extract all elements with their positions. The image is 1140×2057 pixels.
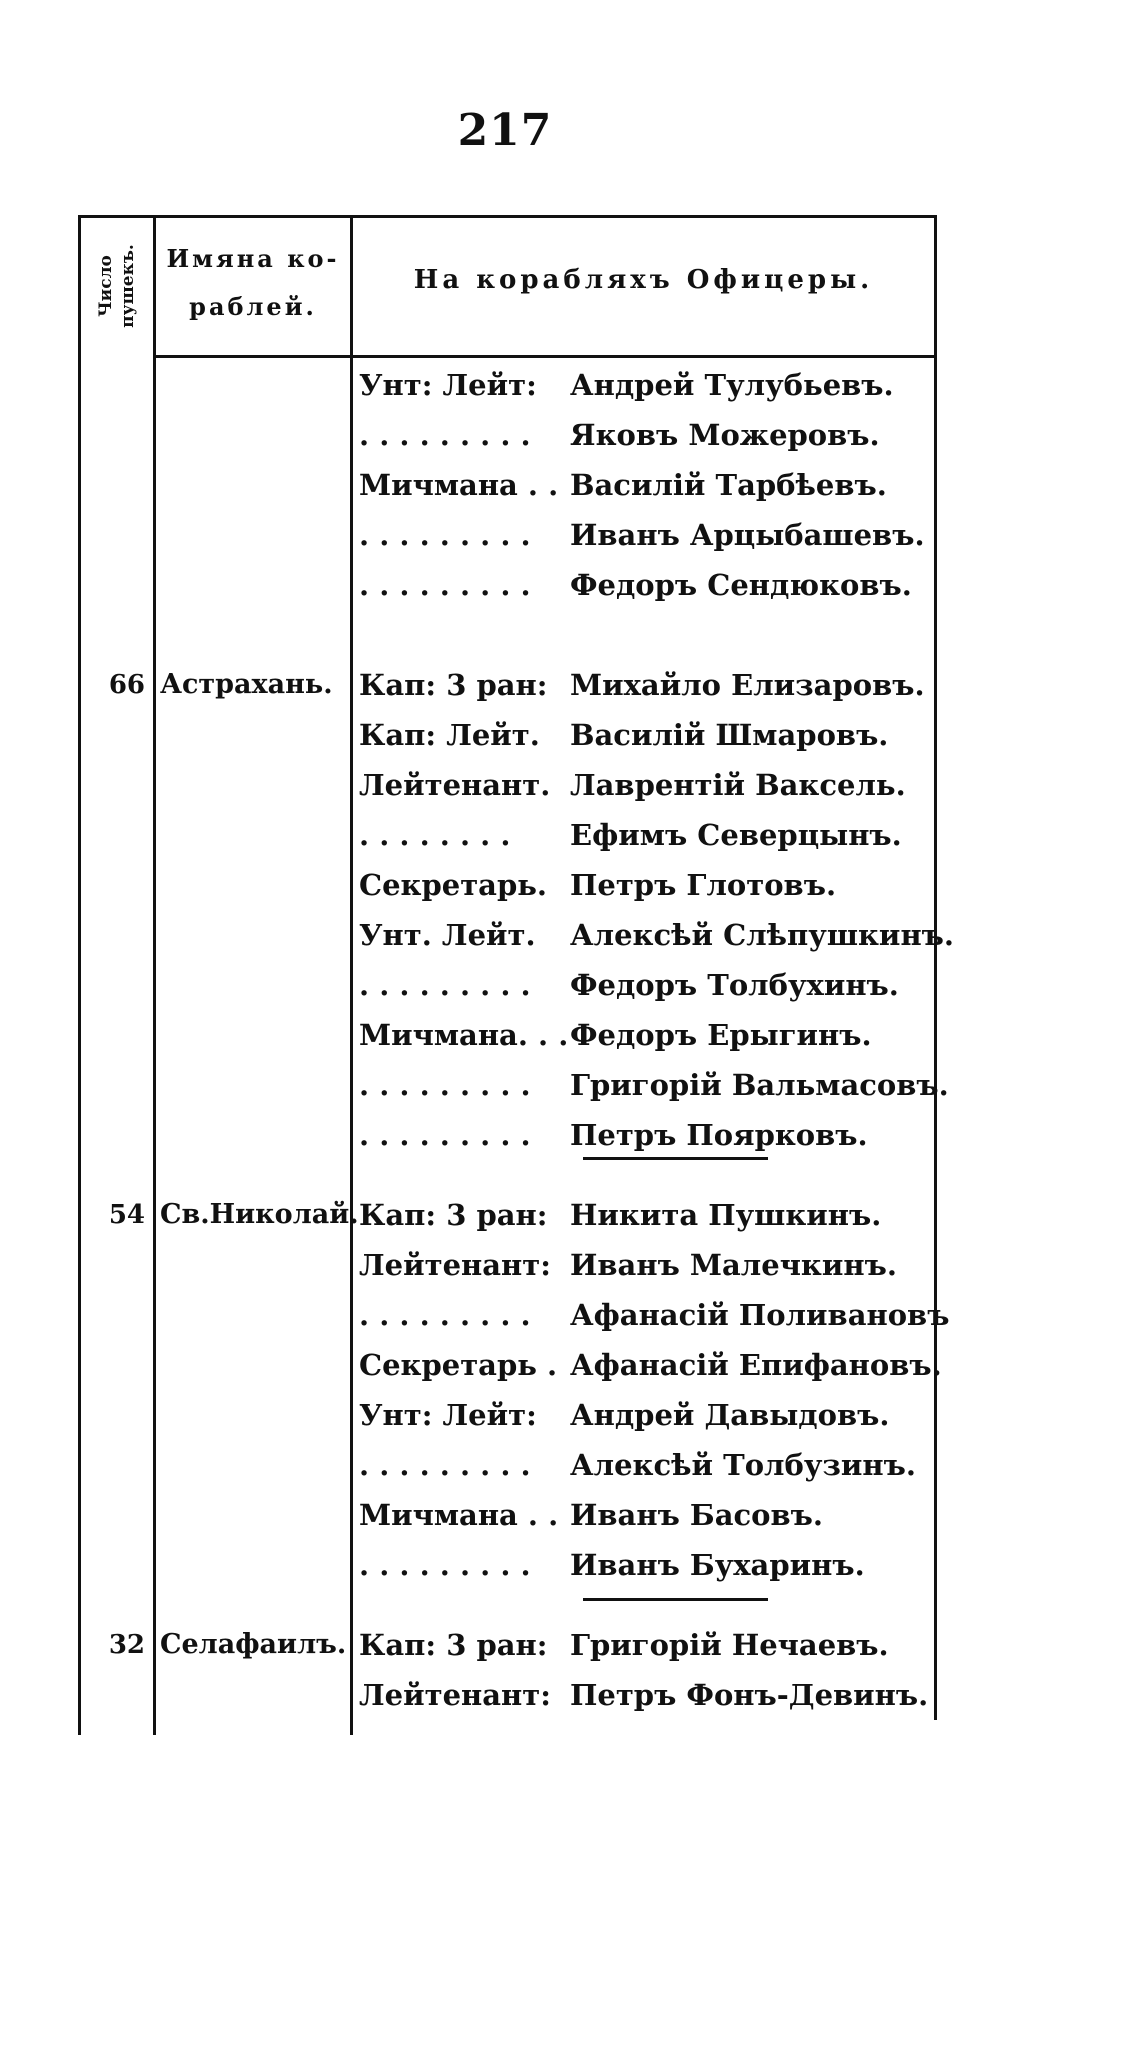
officer-name: Петръ Фонъ-Девинъ. bbox=[570, 1678, 929, 1712]
officer-rank: . . . . . . . . . bbox=[359, 1068, 531, 1102]
table-row bbox=[78, 1060, 949, 1110]
table-row bbox=[78, 860, 936, 910]
officer-name: Афанасій Епифановъ. bbox=[570, 1348, 942, 1382]
officer-name: Андрей Давыдовъ. bbox=[570, 1398, 890, 1432]
officer-name: Яковъ Можеровъ. bbox=[570, 418, 880, 452]
officer-rank: . . . . . . . . . bbox=[359, 1118, 531, 1152]
table-row bbox=[78, 1010, 936, 1060]
officer-rank: Кап: 3 ран: bbox=[359, 668, 548, 702]
officer-rank: Мичмана . . bbox=[359, 468, 559, 502]
officer-rank: Кап: 3 ран: bbox=[359, 1198, 548, 1232]
officer-name: Иванъ Басовъ. bbox=[570, 1498, 823, 1532]
table-row bbox=[78, 1670, 936, 1720]
header-rule bbox=[153, 355, 936, 358]
header-gun-count-line1: Число bbox=[96, 255, 116, 317]
officer-rank: Лейтенант. bbox=[359, 768, 551, 802]
table-row bbox=[78, 1620, 936, 1670]
officer-name: Федоръ Сендюковъ. bbox=[570, 568, 912, 602]
officer-name: Федоръ Ерыгинъ. bbox=[570, 1018, 872, 1052]
officer-rank: Кап: 3 ран: bbox=[359, 1628, 548, 1662]
gun-count: 66 bbox=[108, 670, 145, 700]
officer-rank: . . . . . . . . . bbox=[359, 1448, 531, 1482]
officer-name: Петръ Поярковъ. bbox=[570, 1118, 868, 1152]
officer-name: Петръ Глотовъ. bbox=[570, 868, 837, 902]
table-row bbox=[78, 710, 936, 760]
officer-rank: . . . . . . . . . bbox=[359, 968, 531, 1002]
table-row bbox=[78, 1290, 950, 1340]
page-number: 217 bbox=[457, 105, 553, 156]
section-separator bbox=[583, 1157, 768, 1160]
table-row bbox=[78, 1240, 936, 1290]
table-row bbox=[78, 1490, 936, 1540]
officer-rank: . . . . . . . . . bbox=[359, 418, 531, 452]
officer-name: Григорій Вальмасовъ. bbox=[570, 1068, 949, 1102]
officer-rank: . . . . . . . . . bbox=[359, 568, 531, 602]
officer-rank: Лейтенант: bbox=[359, 1678, 551, 1712]
table-row bbox=[78, 460, 936, 510]
officer-name: Федоръ Толбухинъ. bbox=[570, 968, 899, 1002]
table-row bbox=[78, 760, 936, 810]
gun-count: 54 bbox=[108, 1200, 145, 1230]
officer-name: Ефимъ Северцынъ. bbox=[570, 818, 902, 852]
table-row bbox=[78, 1540, 936, 1590]
officer-name: Михайло Елизаровъ. bbox=[570, 668, 925, 702]
officer-rank: . . . . . . . . bbox=[359, 818, 511, 852]
officers-table bbox=[78, 215, 955, 1735]
gun-count: 32 bbox=[108, 1630, 145, 1660]
table-row bbox=[78, 410, 936, 460]
table-row bbox=[78, 1440, 936, 1490]
table-row bbox=[78, 660, 936, 710]
table-row bbox=[78, 560, 936, 610]
officer-rank: Унт. Лейт. bbox=[359, 918, 536, 952]
table-row bbox=[78, 360, 936, 410]
header-ship-names-line2: раблей. bbox=[189, 292, 317, 321]
officer-rank: . . . . . . . . . bbox=[359, 1298, 531, 1332]
officer-name: Никита Пушкинъ. bbox=[570, 1198, 882, 1232]
officer-name: Афанасій Поливановъ bbox=[570, 1298, 950, 1332]
officer-rank: Мичмана . . bbox=[359, 1498, 559, 1532]
header-gun-count bbox=[81, 219, 153, 353]
officer-name: Григорій Нечаевъ. bbox=[570, 1628, 889, 1662]
officer-rank: Кап: Лейт. bbox=[359, 718, 540, 752]
officer-rank: Секретарь . bbox=[359, 1348, 558, 1382]
officer-name: Иванъ Малечкинъ. bbox=[570, 1248, 897, 1282]
table-row bbox=[78, 510, 936, 560]
table-row bbox=[78, 1390, 936, 1440]
table-row bbox=[78, 960, 936, 1010]
officer-name: Василій Шмаровъ. bbox=[570, 718, 889, 752]
ship-name: Астрахань. bbox=[160, 669, 333, 700]
ship-name: Св.Николай. bbox=[160, 1199, 359, 1230]
officer-name: Андрей Тулубьевъ. bbox=[570, 368, 894, 402]
section-separator bbox=[583, 1598, 768, 1601]
header-gun-count-line2: пушекъ. bbox=[118, 244, 138, 328]
table-row bbox=[78, 1190, 936, 1240]
header-officers: На корабляхъ Офицеры. bbox=[413, 265, 874, 295]
header-ship-names bbox=[156, 235, 350, 331]
table-row bbox=[78, 810, 936, 860]
officer-name: Иванъ Бухаринъ. bbox=[570, 1548, 865, 1582]
table-top-rule bbox=[78, 215, 936, 218]
officer-name: Лаврентій Ваксель. bbox=[570, 768, 906, 802]
officer-rank: . . . . . . . . . bbox=[359, 518, 531, 552]
officer-name: Иванъ Арцыбашевъ. bbox=[570, 518, 925, 552]
officer-rank: Мичмана. . . bbox=[359, 1018, 569, 1052]
officer-rank: Секретарь. bbox=[359, 868, 548, 902]
officer-rank: Унт: Лейт: bbox=[359, 1398, 537, 1432]
officer-rank: Унт: Лейт: bbox=[359, 368, 537, 402]
table-row bbox=[78, 910, 955, 960]
table-row bbox=[78, 1110, 936, 1160]
officer-name: Василій Тарбѣевъ. bbox=[570, 468, 887, 502]
ship-name: Селафаилъ. bbox=[160, 1629, 347, 1660]
table-row bbox=[78, 1340, 942, 1390]
officer-rank: Лейтенант: bbox=[359, 1248, 551, 1282]
officer-rank: . . . . . . . . . bbox=[359, 1548, 531, 1582]
header-ship-names-line1: Имяна ко- bbox=[166, 244, 340, 273]
officer-name: Алексѣй Слѣпушкинъ. bbox=[570, 918, 955, 952]
officer-name: Алексѣй Толбузинъ. bbox=[570, 1448, 916, 1482]
